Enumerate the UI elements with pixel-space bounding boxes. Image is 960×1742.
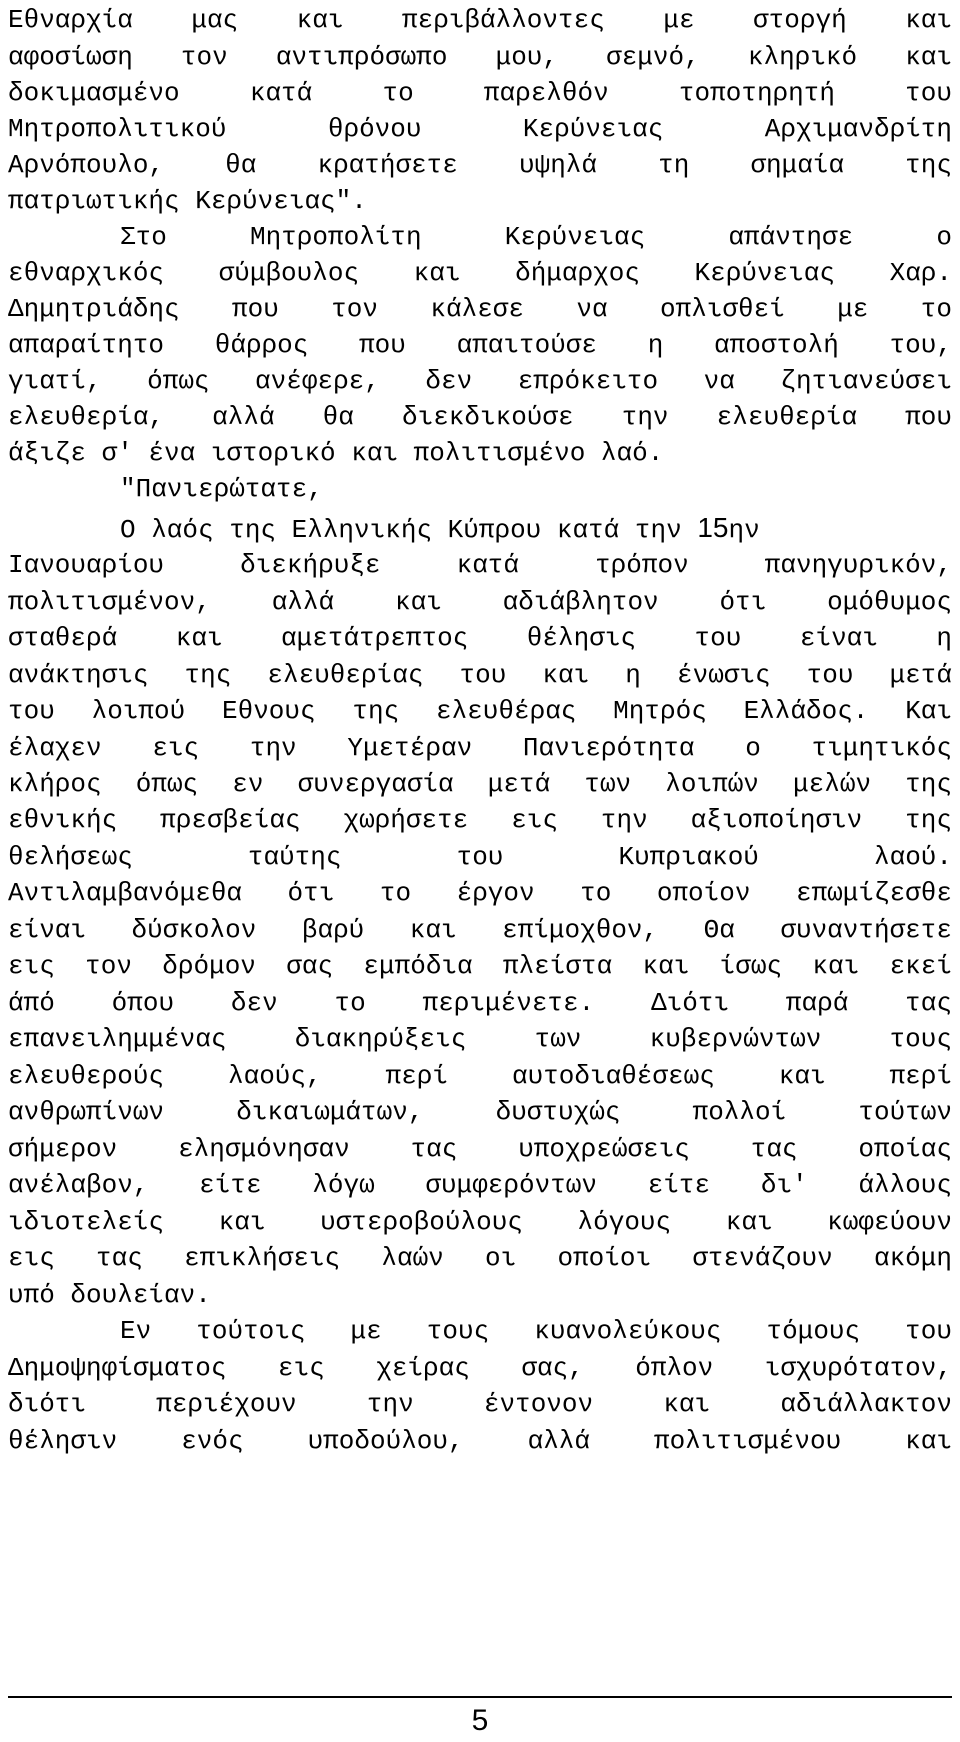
text-line: διότι περιέχουν την έντονον και αδιάλλακτον [8,1389,952,1419]
text-line: επανειλημμένας διακηρύξεις των κυβερνώντων τους [8,1024,952,1054]
text-line: ανέλαβον, είτε λόγω συμφερόντων είτε δι' άλλους [8,1170,952,1200]
text-line: εθνικής πρεσβείας χωρήσετε εις την αξιοποίησιν της [8,805,952,835]
text-line: γιατί, όπως ανέφερε, δεν επρόκειτο να ζητιανεύσει [8,366,952,396]
text-line: πολιτισμένον, αλλά και αδιάβλητον ότι ομόθυμος [8,587,952,617]
text-line: άξιζε σ' ένα ιστορικό και πολιτισμένο λαό. [8,438,664,468]
text-line: ανάκτησις της ελευθερίας του και η ένωσις του μετά [8,660,952,690]
text-line: αφοσίωση τον αντιπρόσωπο μου, σεμνό, κληρικό και [8,42,952,72]
text-line: είναι δύσκολον βαρύ και επίμοχθον, Θα συναντήσετε [8,915,952,945]
text-line-with-date [120,508,760,548]
text-line: ελευθερία, αλλά θα διεκδικούσε την ελευθερία που [8,402,952,432]
text-line: εις τας επικλήσεις λαών οι οποίοι στενάζουν ακόμη [8,1243,952,1273]
text-line: του λοιπού Εθνους της ελευθέρας Μητρός Ελλάδος. Και [8,696,952,726]
text-line: ελευθερούς λαούς, περί αυτοδιαθέσεως και περί [8,1061,952,1091]
text-line: Εθναρχία μας και περιβάλλοντες με στοργή και [8,5,952,35]
text-line: Εν τούτοις με τους κυανολεύκους τόμους του [120,1316,952,1346]
text-line: θελήσεως ταύτης του Κυπριακού λαού. [8,842,952,872]
text-line: Ιανουαρίου διεκήρυξε κατά τρόπον πανηγυρικόν, [8,550,952,580]
text-line: Δημοψηφίσματος εις χείρας σας, όπλον ισχυρότατον, [8,1353,952,1383]
text-line: σήμερον ελησμόνησαν τας υποχρεώσεις τας οποίας [8,1134,952,1164]
text-line: άπό όπου δεν το περιμένετε. Διότι παρά τας [8,988,952,1018]
text-line: κλήρος όπως εν συνεργασία μετά των λοιπών μελών της [8,769,952,799]
text-line: ανθρωπίνων δικαιωμάτων, δυστυχώς πολλοί τούτων [8,1097,952,1127]
text-line: εις τον δρόμον σας εμπόδια πλείστα και ίσως και εκεί [8,951,952,981]
date-suffix: ην [728,515,760,545]
text-line: Αντιλαμβανόμεθα ότι το έργον το οποίον επωμίζεσθε [8,878,952,908]
page-number: 5 [471,1704,489,1737]
text-segment: Ο λαός της Ελληνικής Κύπρου κατά την [120,515,682,545]
text-line: σταθερά και αμετάτρεπτος θέλησις του είναι η [8,623,952,653]
date-number: 15 [697,512,729,543]
text-line: δοκιμασμένο κατά το παρελθόν τοποτηρητή του [8,78,952,108]
text-line: Στο Μητροπολίτη Κερύνειας απάντησε ο [120,222,952,252]
text-line: θέλησιν ενός υποδούλου, αλλά πολιτισμένου και [8,1426,952,1456]
text-line: Αρνόπουλο, θα κρατήσετε υψηλά τη σημαία της [8,150,952,180]
salutation: "Πανιερώτατε, [120,474,323,504]
text-line: Δημητριάδης που τον κάλεσε να οπλισθεί με το [8,294,952,324]
text-line: υπό δουλείαν. [8,1280,211,1310]
text-line: έλαχεν εις την Υμετέραν Πανιερότητα ο τιμητικός [8,733,952,763]
text-line: πατριωτικής Κερύνειας". [8,186,367,216]
text-line: απαραίτητο θάρρος που απαιτούσε η αποστολή του, [8,330,952,360]
footer-divider [8,1696,952,1698]
text-line: Μητροπολιτικού θρόνου Κερύνειας Αρχιμανδρίτη [8,114,952,144]
text-line: ιδιοτελείς και υστεροβούλους λόγους και κωφεύουν [8,1207,952,1237]
text-line: εθναρχικός σύμβουλος και δήμαρχος Κερύνειας Χαρ. [8,258,952,288]
